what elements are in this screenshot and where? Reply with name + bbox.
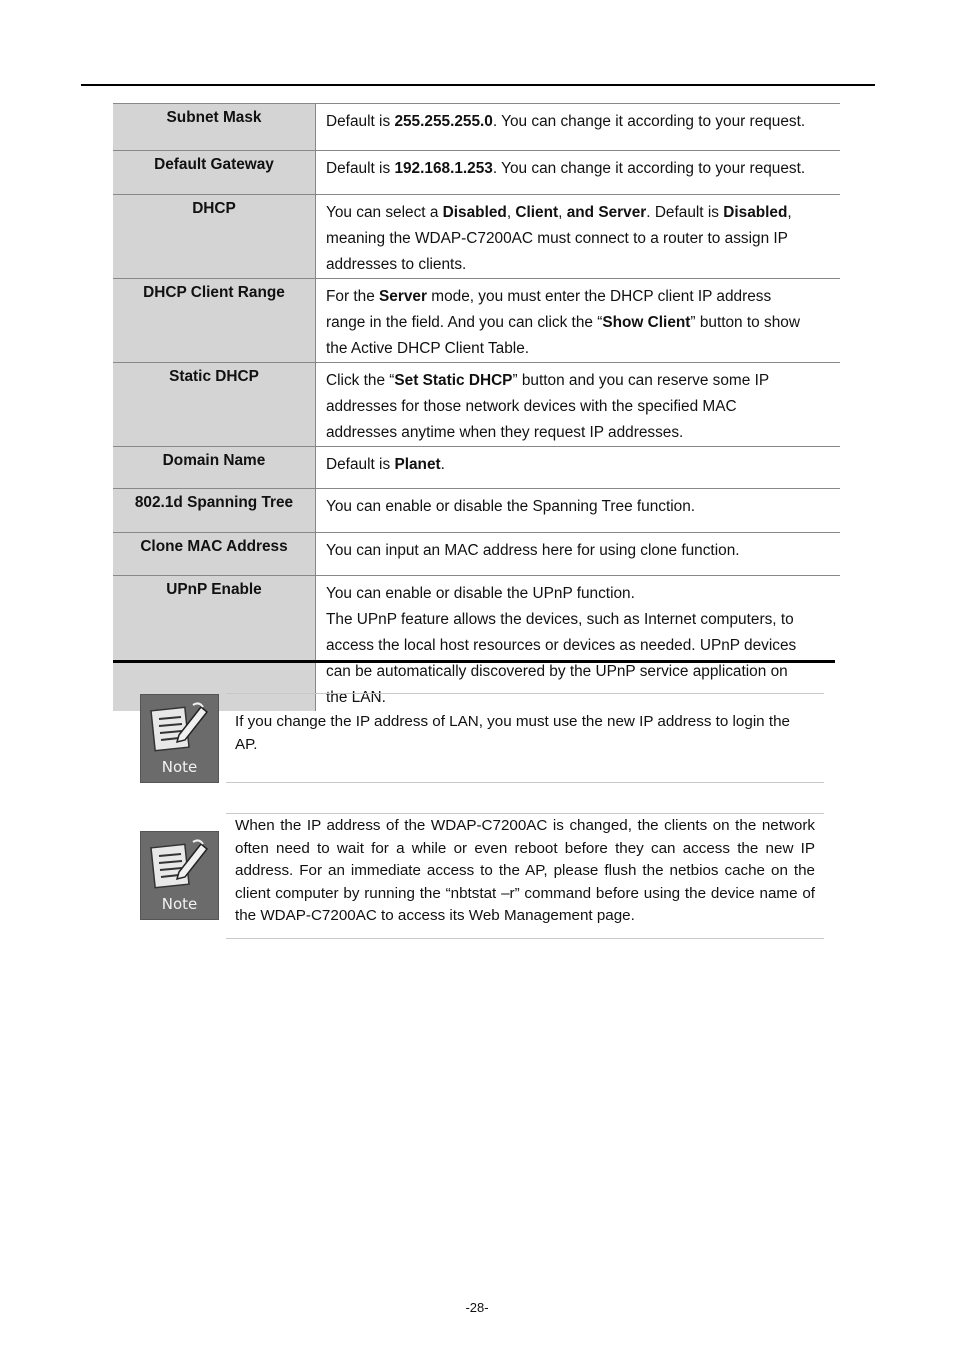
param-name: UPnP Enable (113, 576, 316, 712)
param-name: Subnet Mask (113, 104, 316, 151)
description-line: the LAN. (326, 689, 386, 706)
description-line: access the local host resources or devices as needed. UPnP devices (326, 637, 797, 654)
table-row (113, 363, 840, 447)
note-block (140, 693, 824, 783)
page-number: -28- (465, 1300, 489, 1315)
parameter-table (113, 103, 840, 711)
param-name: Default Gateway (113, 151, 316, 195)
note-text-box (226, 693, 824, 783)
table-row (113, 533, 840, 576)
description-line: Default is 255.255.255.0. You can change it according to your request. (326, 113, 806, 130)
param-description (316, 104, 841, 151)
description-line: addresses to clients. (326, 256, 467, 273)
param-description (316, 151, 841, 195)
param-name: DHCP Client Range (113, 279, 316, 363)
param-description (316, 279, 841, 363)
table-row (113, 447, 840, 489)
description-line: can be automatically discovered by the UPnP service application on (326, 663, 788, 680)
note-text-box (226, 813, 824, 939)
note-block (140, 813, 824, 939)
table-row (113, 104, 840, 151)
table-row (113, 489, 840, 533)
table-row (113, 576, 840, 712)
param-description (316, 363, 841, 447)
description-line: You can select a Disabled, Client, and Server. Default is Disabled, (326, 204, 792, 221)
param-name: Domain Name (113, 447, 316, 489)
param-name: 802.1d Spanning Tree (113, 489, 316, 533)
description-line: the Active DHCP Client Table. (326, 340, 530, 357)
param-description (316, 195, 841, 279)
note-icon-label: Note (161, 758, 198, 776)
note-icon-label: Note (161, 895, 198, 913)
note-text: When the IP address of the WDAP-C7200AC is changed, the clients on the network often need to wait for a while or even reboot before they can access the new IP address. For an immediate access to the AP, please flush the netbios cache on the client computer by running the “nbtstat –r” command before using the device name of the WDAP-C7200AC to access its Web Management page. (235, 817, 815, 924)
note-pencil-icon (140, 831, 219, 920)
description-line: meaning the WDAP-C7200AC must connect to a router to assign IP (326, 230, 788, 247)
header-rule (81, 84, 875, 86)
description-line: range in the field. And you can click the “Show Client” button to show (326, 314, 800, 331)
description-line: You can input an MAC address here for using clone function. (326, 542, 740, 559)
param-name: DHCP (113, 195, 316, 279)
table-row (113, 279, 840, 363)
description-line: The UPnP feature allows the devices, such as Internet computers, to (326, 611, 794, 628)
table-row (113, 151, 840, 195)
description-line: For the Server mode, you must enter the DHCP client IP address (326, 288, 772, 305)
param-description (316, 533, 841, 576)
param-name: Static DHCP (113, 363, 316, 447)
param-description (316, 447, 841, 489)
param-description (316, 489, 841, 533)
description-line: Default is 192.168.1.253. You can change it according to your request. (326, 160, 806, 177)
description-line: Click the “Set Static DHCP” button and you can reserve some IP (326, 372, 770, 389)
param-name: Clone MAC Address (113, 533, 316, 576)
description-line: Default is Planet. (326, 456, 445, 473)
description-line: addresses for those network devices with the specified MAC (326, 398, 737, 415)
param-description (316, 576, 841, 712)
description-line: addresses anytime when they request IP addresses. (326, 424, 684, 441)
description-line: You can enable or disable the Spanning Tree function. (326, 498, 696, 515)
note-text: If you change the IP address of LAN, you must use the new IP address to login the AP. (235, 713, 790, 753)
description-line: You can enable or disable the UPnP function. (326, 585, 635, 602)
table-row (113, 195, 840, 279)
table-bottom-rule (113, 660, 835, 663)
note-pencil-icon (140, 694, 219, 783)
